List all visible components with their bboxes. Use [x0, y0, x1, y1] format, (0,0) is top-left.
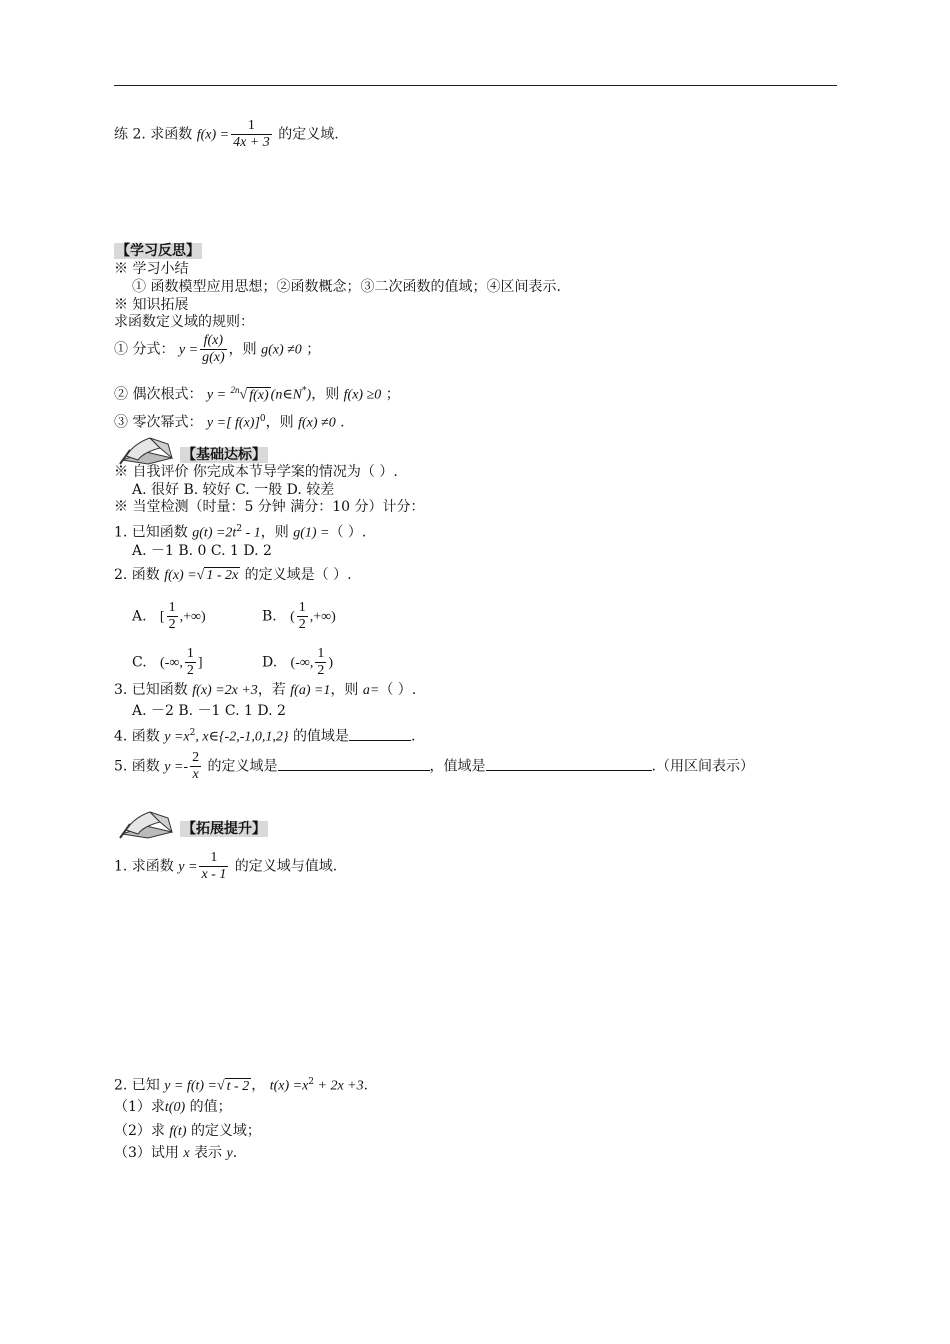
book-pen-icon [116, 430, 178, 466]
self-eval: ※ 自我评价 你完成本节导学案的情况为（ ）. [114, 464, 398, 480]
question-4: 4. 函数 $y =x^2$, x∈{-2,-1,0,1,2} 的值域是 . [114, 724, 415, 747]
summary-title: ※ 学习小结 [114, 261, 189, 277]
problem-2: 2. 已知 y = f(t) =√ t - 2 ， $t(x) =x^2 + 2x +3$. [114, 1077, 369, 1094]
question-2-option-c: C. (-∞, $\frac{1}{2}$ ] [132, 646, 203, 678]
extend-header: 【拓展提升】 [182, 821, 266, 837]
question-2: 2. 函数 f(x) =√ 1 - 2x 的定义域是（ ）. [114, 567, 352, 583]
exercise-2-func: f(x) = [196, 127, 230, 143]
self-eval-options: A. 很好 B. 较好 C. 一般 D. 较差 [132, 482, 335, 498]
range-answer-blank[interactable] [486, 756, 652, 771]
rule-zero-power: ③ 零次幂式： y =[ f(x)]$^0$，则 f(x) ≠0 . [114, 414, 345, 431]
problem-1: 1. 求函数 y = $\frac{1}{x - 1}$ 的定义域与值域. [114, 850, 338, 882]
exercise-2 [114, 118, 339, 151]
rule-fraction: ① 分式： y = $\frac{f(x)}{g(x)}$ ，则 g(x) ≠0 ； [114, 333, 321, 365]
problem-2-part-2: （2）求 f(t) 的定义域； [114, 1123, 261, 1139]
question-3-options: A. －2 B. －1 C. 1 D. 2 [132, 703, 286, 719]
rule-even-root: ② 偶次根式： y = $^{2n}$√ f(x) (n∈N*)，则 f(x) ≥0 ； [114, 385, 400, 403]
exercise-2-prefix: 练 2. 求函数 [114, 126, 193, 143]
question-1: 1. 已知函数 $g(t) =2t^2 - 1$，则 g(1) =（ ）. [114, 524, 367, 541]
basic-header: 【基础达标】 [182, 447, 266, 463]
question-3: 3. 已知函数 f(x) =2x +3，若 f(a) =1，则 a=（ ）. [114, 682, 417, 698]
domain-answer-blank[interactable] [278, 756, 430, 771]
exercise-2-suffix: 的定义域. [278, 126, 339, 143]
question-2-option-d: D. (-∞, $\frac{1}{2}$ ) [262, 646, 334, 678]
question-2-option-b: B. ( $\frac{1}{2}$ ,+∞) [262, 600, 336, 632]
question-5: 5. 函数 y =- $\frac{2}{x}$ 的定义域是 ，值域是 .（用区间表示） [114, 750, 754, 782]
reflection-header: 【学习反思】 [116, 243, 200, 259]
problem-2-part-1: （1）求t(0) 的值； [114, 1099, 232, 1115]
rule-intro: 求函数定义域的规则： [114, 314, 254, 330]
problem-2-part-3: （3）试用 x 表示 y. [114, 1145, 238, 1161]
question-2-option-a: A. [ $\frac{1}{2}$ ,+∞) [132, 600, 206, 632]
rule-fraction-frac: $\frac{f(x)}{g(x)}$ [202, 333, 225, 365]
question-1-options: A. －1 B. 0 C. 1 D. 2 [132, 543, 272, 559]
summary-text: ① 函数模型应用思想；②函数概念；③二次函数的值域；④区间表示. [132, 279, 561, 295]
exercise-2-fraction: $\frac{1}{4x + 3}$ [233, 118, 270, 150]
header-rule [114, 85, 837, 86]
answer-blank[interactable] [349, 726, 411, 741]
extend-title: ※ 知识拓展 [114, 297, 189, 313]
book-pen-icon [116, 804, 178, 840]
test-title: ※ 当堂检测（时量：5 分钟 满分：10 分）计分： [114, 499, 425, 515]
